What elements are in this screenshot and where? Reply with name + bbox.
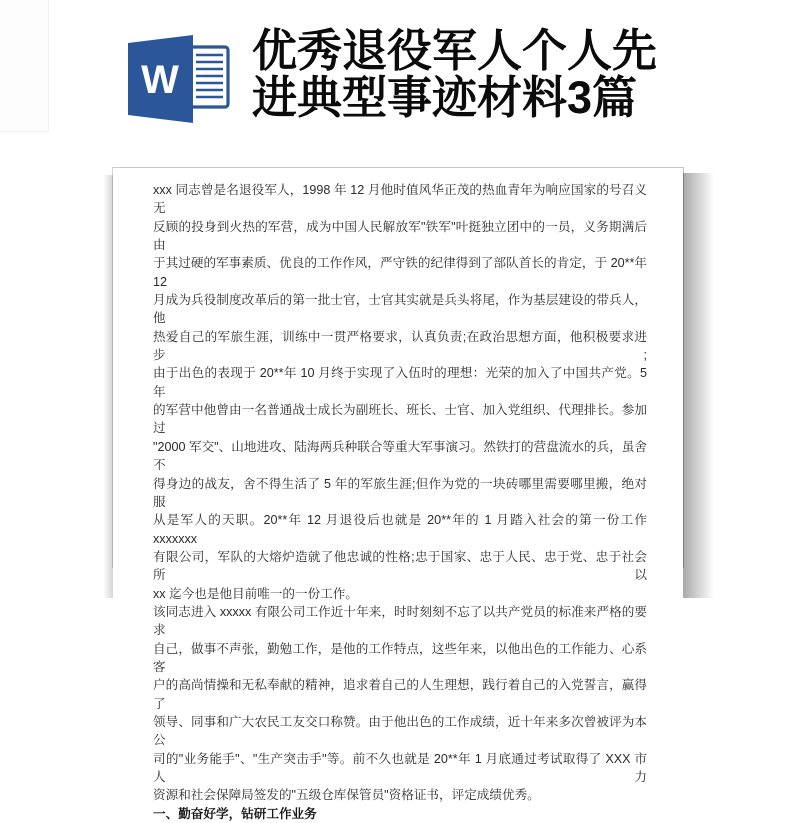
body-line: 的军营中他曾由一名普通战士成长为副班长、班长、士官、加入党组织、代理排长。参加过 xyxy=(153,403,647,436)
section-heading: 一、勤奋好学，钻研工作业务 xyxy=(153,806,317,821)
body-line: xxx 同志曾是名退役军人，1998 年 12 月他时值风华正茂的热血青年为响应国家的号召义无 xyxy=(153,183,647,216)
word-icon-letter: W xyxy=(141,58,179,102)
body-line: 该同志进入 xxxxx 有限公司工作近十年来，时时刻刻不忘了以共产党员的标准来严格的要求 xyxy=(153,604,647,638)
body-line: 司的"业务能手"、"生产突击手"等。前不久也就是 20**年 1 月底通过考试取得了 XXX 市人力 xyxy=(153,751,647,784)
body-line: 有限公司，军队的大熔炉造就了他忠诚的性格;忠于国家、忠于人民、忠于党、忠于社会所以 xyxy=(153,549,647,583)
document-title-line-1: 优秀退役军人个人先 xyxy=(252,25,658,76)
body-line: 得身边的战友，舍不得生活了 5 年的军旅生涯;但作为党的一块砖哪里需要哪里搬，绝对服 xyxy=(153,476,647,509)
body-line: 资源和社会保障局签发的"五级仓库保管员"资格证书，评定成绩优秀。 xyxy=(153,788,540,803)
body-line: "2000 军交"、山地进攻、陆海两兵种联合等重大军事演习。然铁打的营盘流水的兵，虽舍不 xyxy=(153,439,647,473)
body-line: 于其过硬的军事素质、优良的工作作风，严守铁的纪律得到了部队首长的肯定，于 20**年 12 xyxy=(153,256,647,289)
background-artifact xyxy=(0,0,49,132)
document-title xyxy=(252,27,712,121)
document-title-line-2: 进典型事迹材料3篇 xyxy=(252,72,638,123)
body-line: 自己，做事不声张，勤勉工作，是他的工作特点，这些年来，以他出色的工作能力、心系客 xyxy=(153,641,647,674)
body-line: 月成为兵役制度改革后的第一批士官，士官其实就是兵头将尾，作为基层建设的带兵人，他 xyxy=(153,293,647,326)
body-line: 户的高尚情操和无私奉献的精神，追求着自己的人生理想，践行着自己的入党誓言，赢得了 xyxy=(153,678,647,711)
word-icon-page-lines xyxy=(196,55,223,97)
body-line: xx 迄今也是他目前唯一的一份工作。 xyxy=(153,586,358,601)
body-line: 领导、同事和广大农民工友交口称赞。由于他出色的工作成绩，近十年来多次曾被评为本公 xyxy=(153,714,647,748)
word-document-icon xyxy=(118,34,230,126)
body-line: 由于出色的表现于 20**年 10 月终于实现了入伍时的理想：光荣的加入了中国共产党。5 年 xyxy=(153,366,647,399)
document-body-text xyxy=(113,168,683,823)
body-line: 反顾的投身到火热的军营，成为中国人民解放军"铁军"叶挺独立团中的一员，义务期满后由 xyxy=(153,219,647,253)
body-line: 从是军人的天职。20**年 12 月退役后也就是 20**年的 1 月踏入社会的第一份工作 xxxxxxx xyxy=(153,513,647,546)
document-page xyxy=(112,167,684,821)
body-line: 热爱自己的军旅生涯，训练中一贯严格要求，认真负责;在政治思想方面，他积极要求进步; xyxy=(153,329,647,363)
